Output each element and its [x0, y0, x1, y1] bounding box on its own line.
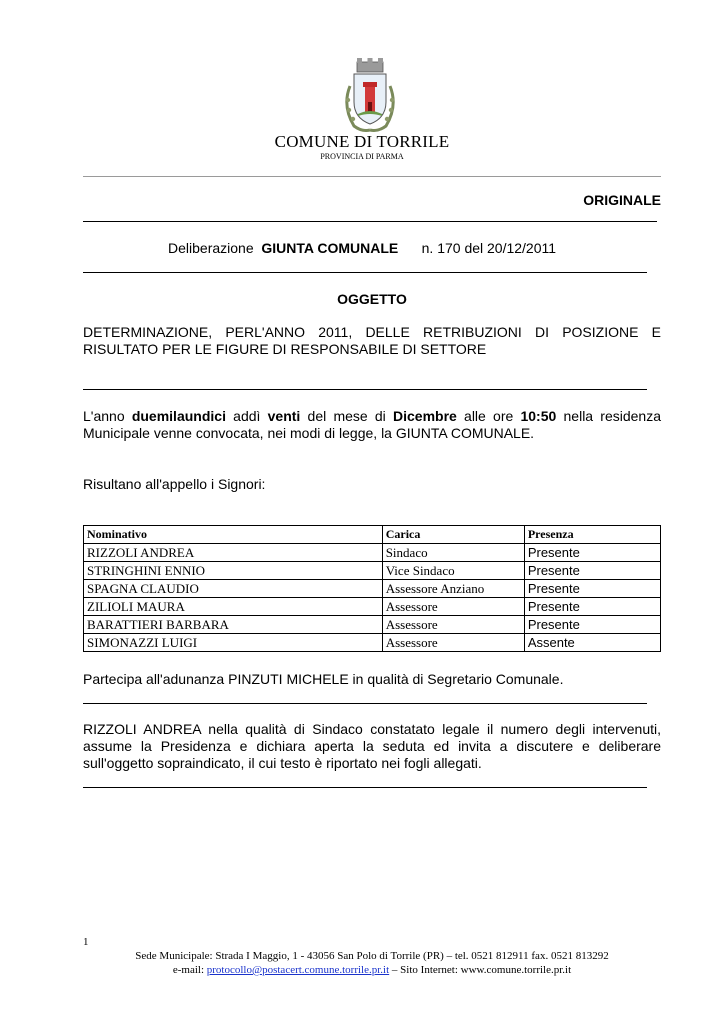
- text-fragment: alle ore: [456, 408, 521, 424]
- page-number: 1: [83, 936, 89, 948]
- time: 10:50: [520, 408, 557, 424]
- members-table: [83, 525, 661, 652]
- subject-label: OGGETTO: [337, 291, 407, 307]
- divider: [83, 389, 647, 390]
- footer-contacts: [0, 964, 724, 976]
- day-words: venti: [267, 408, 301, 424]
- email-link[interactable]: protocollo@postacert.comune.torrile.pr.it: [206, 964, 390, 976]
- divider: [83, 787, 647, 788]
- member-role: Sindaco: [382, 544, 524, 562]
- table-row: [84, 616, 661, 634]
- deliberation-organ: GIUNTA COMUNALE: [261, 240, 399, 256]
- column-header-presenza: Presenza: [524, 526, 660, 544]
- deliberation-number-date: n. 170 del 20/12/2011: [421, 240, 557, 256]
- convocation-text: [83, 408, 661, 442]
- member-role: Assessore: [382, 634, 524, 652]
- website-text: – Sito Internet: www.comune.torrile.pr.it: [389, 964, 572, 976]
- member-presence: Presente: [524, 544, 660, 562]
- member-presence: Presente: [524, 562, 660, 580]
- secretary-line: Partecipa all'adunanza PINZUTI MICHELE in qualità di Segretario Comunale.: [83, 671, 564, 687]
- member-role: Vice Sindaco: [382, 562, 524, 580]
- coat-of-arms-icon: [340, 56, 400, 136]
- divider: [83, 272, 647, 273]
- divider: [83, 703, 647, 704]
- roll-call-intro: Risultano all'appello i Signori:: [83, 476, 266, 492]
- text-fragment: addì: [225, 408, 268, 424]
- text-fragment: del mese di: [300, 408, 393, 424]
- table-row: [84, 598, 661, 616]
- text-fragment: nella residenza Municipale venne convocata, nei modi di legge, la GIUNTA COMUNALE.: [83, 408, 662, 441]
- member-name: BARATTIERI BARBARA: [84, 616, 383, 634]
- table-row: [84, 544, 661, 562]
- presidency-text: RIZZOLI ANDREA nella qualità di Sindaco constatato legale il numero degli intervenuti, assume la Presidenza e dichiara aperta la seduta ed invita a discutere e deliberare sull'oggetto sopraindicato, il cui testo è riportato nei fogli allegati.: [83, 721, 661, 771]
- subject-text: DETERMINAZIONE, PERL'ANNO 2011, DELLE RETRIBUZIONI DI POSIZIONE E RISULTATO PER LE FIGURE DI RESPONSABILE DI SETTORE: [83, 324, 661, 357]
- member-name: ZILIOLI MAURA: [84, 598, 383, 616]
- header-divider: [83, 176, 661, 177]
- member-presence: Assente: [524, 634, 660, 652]
- member-name: SIMONAZZI LUIGI: [84, 634, 383, 652]
- province-subtitle: PROVINCIA DI PARMA: [320, 152, 404, 161]
- member-name: SPAGNA CLAUDIO: [84, 580, 383, 598]
- table-row: [84, 634, 661, 652]
- text-fragment: L'anno: [83, 408, 132, 424]
- deliberation-line: [168, 240, 556, 256]
- member-role: Assessore: [382, 616, 524, 634]
- member-name: STRINGHINI ENNIO: [84, 562, 383, 580]
- email-label: e-mail:: [172, 964, 207, 976]
- table-row: [84, 562, 661, 580]
- member-role: Assessore Anziano: [382, 580, 524, 598]
- table-row: [84, 580, 661, 598]
- footer-address: Sede Municipale: Strada I Maggio, 1 - 43056 San Polo di Torrile (PR) – tel. 0521 812911 fax. 0521 813292: [135, 950, 609, 962]
- member-role: Assessore: [382, 598, 524, 616]
- column-header-carica: Carica: [382, 526, 524, 544]
- column-header-nominativo: Nominativo: [84, 526, 383, 544]
- year-words: duemilaundici: [131, 408, 226, 424]
- deliberation-prefix: Deliberazione: [168, 240, 254, 256]
- member-presence: Presente: [524, 616, 660, 634]
- member-presence: Presente: [524, 598, 660, 616]
- member-name: RIZZOLI ANDREA: [84, 544, 383, 562]
- month: Dicembre: [393, 408, 457, 424]
- table-header-row: [84, 526, 661, 544]
- municipality-title: COMUNE DI TORRILE: [274, 132, 450, 151]
- divider: [83, 221, 657, 222]
- document-status: ORIGINALE: [583, 192, 661, 208]
- member-presence: Presente: [524, 580, 660, 598]
